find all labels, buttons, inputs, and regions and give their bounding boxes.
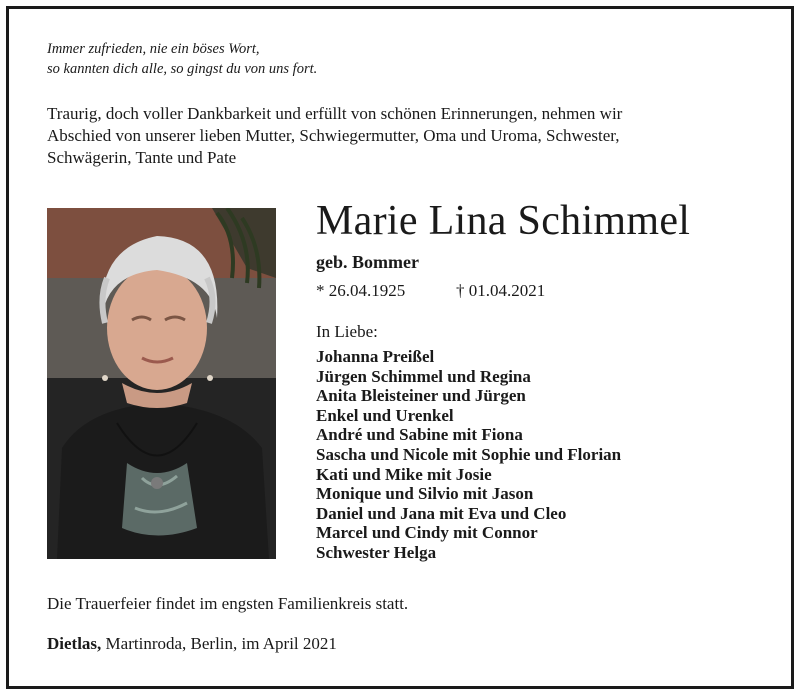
mourner-name: Johanna Preißel [316, 347, 435, 366]
deceased-name: Marie Lina Schimmel [316, 198, 691, 244]
place-main: Dietlas, [47, 634, 102, 653]
mourner-name: Daniel und Jana mit Eva und Cleo [316, 503, 567, 523]
birth-date: * 26.04.1925 [316, 281, 406, 300]
mourner-name: Schwester Helga [316, 542, 437, 562]
portrait-photo [47, 208, 276, 559]
mourners-heading: In Liebe: [316, 322, 378, 341]
portrait-illustration [47, 208, 276, 559]
mourner-name: Sascha und Nicole mit Sophie und Florian [316, 444, 622, 464]
maiden-name: geb. Bommer [316, 252, 419, 272]
mourner-name: Kati und Mike mit Josie [316, 464, 492, 484]
intro-text [47, 103, 747, 169]
intro-line: Abschied von unserer lieben Mutter, Schwiegermutter, Oma und Uroma, Schwester, [47, 126, 620, 145]
funeral-note: Die Trauerfeier findet im engsten Familienkreis statt. [47, 594, 409, 613]
mourners-list [316, 347, 621, 563]
intro-line: Traurig, doch voller Dankbarkeit und erfüllt von schönen Erinnerungen, nehmen wir [47, 104, 623, 123]
mourner-name: André und Sabine mit Fiona [316, 425, 523, 445]
mourner-name: Anita Bleisteiner und Jürgen [316, 386, 526, 406]
intro-line: Schwägerin, Tante und Pate [47, 148, 237, 167]
place-date-line [47, 633, 337, 655]
motto-line: so kannten dich alle, so gingst du von uns fort. [47, 61, 318, 77]
motto-line: Immer zufrieden, nie ein böses Wort, [47, 41, 260, 57]
mourner-name: Enkel und Urenkel [316, 405, 454, 425]
motto-quote [47, 39, 317, 79]
place-rest: Martinroda, Berlin, im April 2021 [101, 634, 337, 653]
death-date: † 01.04.2021 [456, 281, 546, 300]
mourner-name: Monique und Silvio mit Jason [316, 484, 534, 504]
mourner-name: Jürgen Schimmel und Regina [316, 366, 531, 386]
mourner-name: Marcel und Cindy mit Connor [316, 523, 538, 543]
